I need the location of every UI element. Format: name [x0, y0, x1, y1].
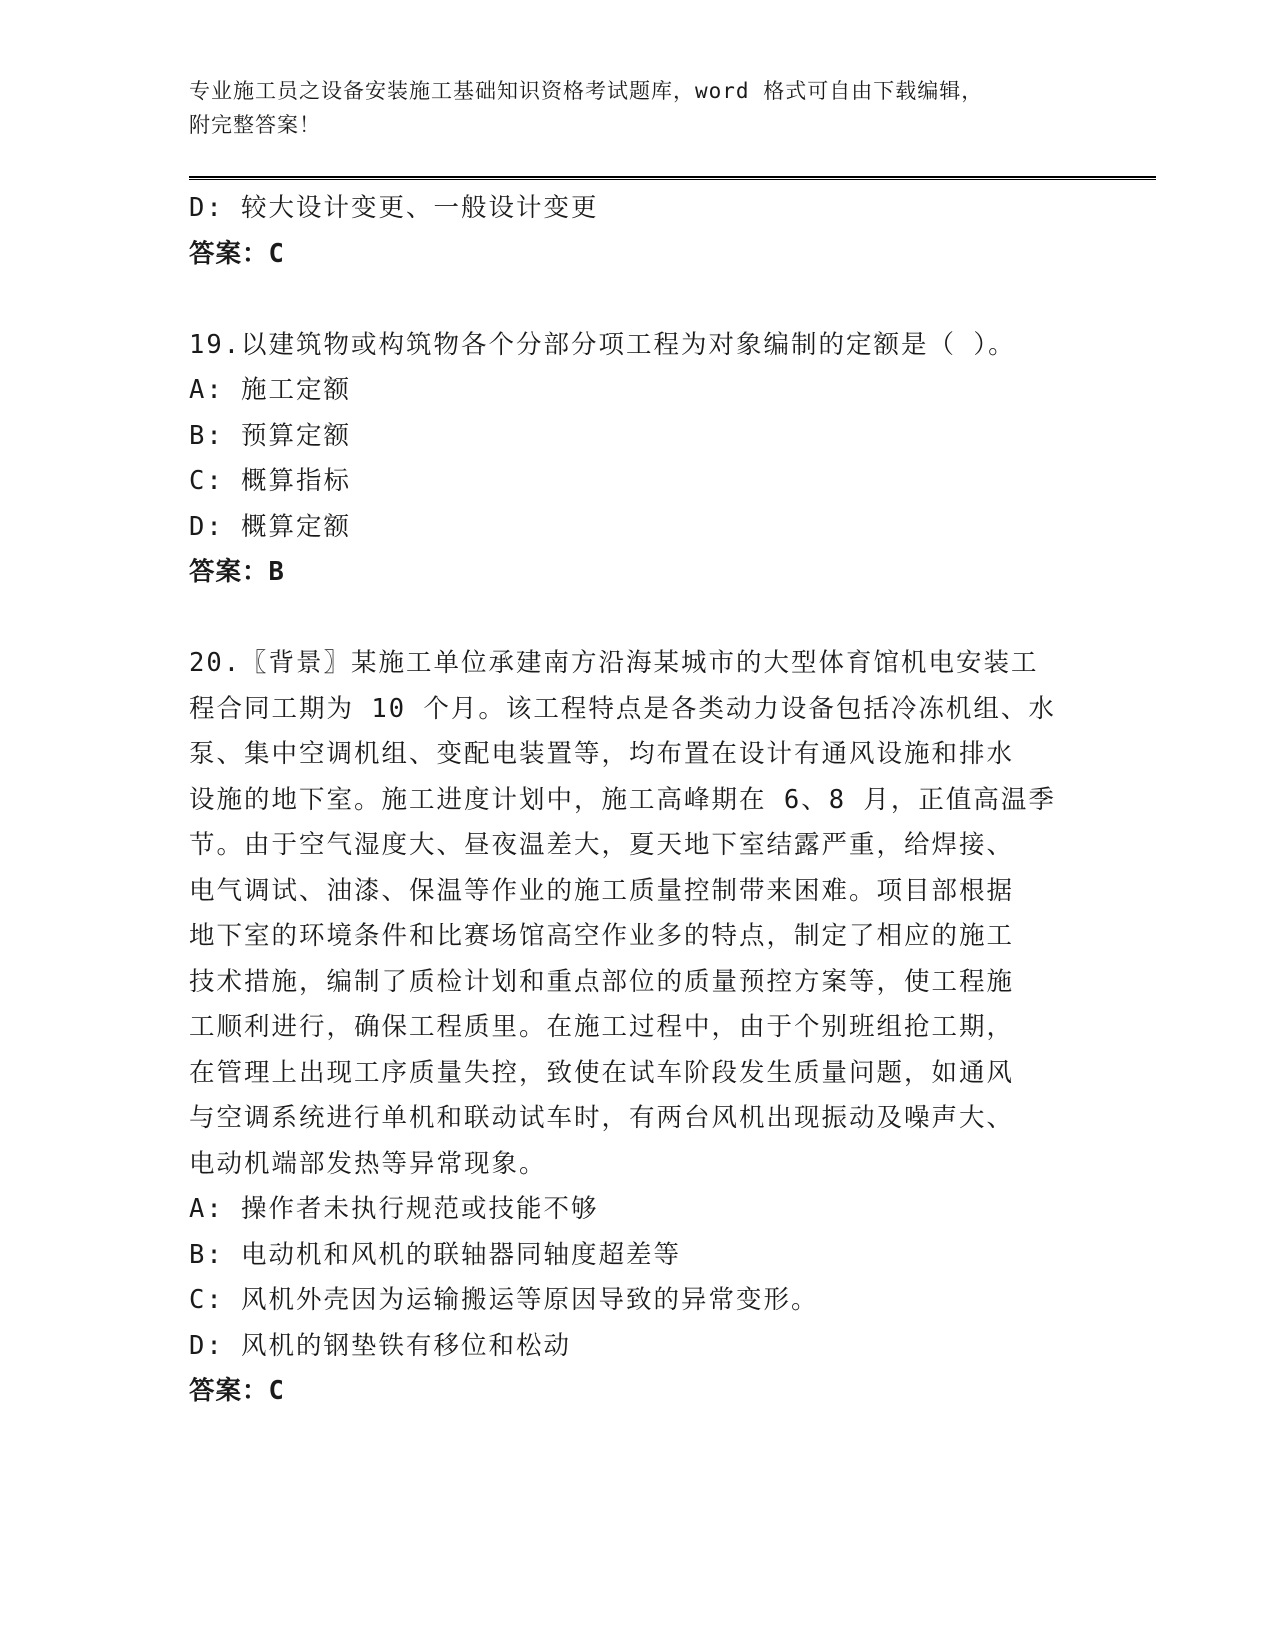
stem-line: 与空调系统进行单机和联动试车时，有两台风机出现振动及噪声大、: [189, 1103, 1015, 1133]
option-a: A: 操作者未执行规范或技能不够: [189, 1194, 599, 1224]
stem-line: 电动机端部发热等异常现象。: [189, 1148, 547, 1179]
stem-line: 20.〖背景〗某施工单位承建南方沿海某城市的大型体育馆机电安装工: [189, 648, 1039, 678]
document-header: [189, 74, 1069, 142]
stem-line: 设施的地下室。施工进度计划中，施工高峰期在 6、8 月，正值高温季: [189, 784, 1056, 815]
option-a: A: 施工定额: [189, 375, 352, 405]
question-19: [189, 323, 1089, 596]
option-d: D: 风机的钢垫铁有移位和松动: [189, 1330, 572, 1361]
stem-line: 电气调试、油漆、保温等作业的施工质量控制带来困难。项目部根据: [189, 875, 1015, 906]
answer-label: 答案：B: [189, 557, 285, 587]
question-20: [189, 641, 1089, 1415]
answer-label: 答案：C: [189, 238, 285, 269]
question-stem: [189, 641, 1089, 1187]
option-d: D: 较大设计变更、一般设计变更: [189, 193, 599, 223]
stem-line: 程合同工期为 10 个月。该工程特点是各类动力设备包括冷冻机组、水: [189, 693, 1056, 724]
question-18-tail: [189, 186, 1089, 277]
header-divider: [189, 176, 1156, 180]
option-b: B: 电动机和风机的联轴器同轴度超差等: [189, 1239, 682, 1270]
stem-line: 地下室的环境条件和比赛场馆高空作业多的特点，制定了相应的施工: [189, 921, 1015, 951]
spacer: [189, 277, 1089, 323]
header-line-1: 专业施工员之设备安装施工基础知识资格考试题库，word 格式可自由下载编辑，: [189, 79, 984, 103]
stem-line: 在管理上出现工序质量失控，致使在试车阶段发生质量问题，如通风: [189, 1057, 1015, 1088]
spacer: [189, 596, 1089, 642]
stem-line: 工顺利进行，确保工程质里。在施工过程中，由于个别班组抢工期，: [189, 1012, 1015, 1042]
question-stem: 19.以建筑物或构筑物各个分部分项工程为对象编制的定额是（ ）。: [189, 329, 1016, 360]
stem-line: 泵、集中空调机组、变配电装置等，均布置在设计有通风设施和排水: [189, 739, 1015, 769]
option-c: C: 概算指标: [189, 466, 352, 496]
stem-line: 节。由于空气湿度大、昼夜温差大，夏天地下室结露严重，给焊接、: [189, 830, 1015, 860]
option-c: C: 风机外壳因为运输搬运等原因导致的异常变形。: [189, 1285, 819, 1315]
option-b: B: 预算定额: [189, 420, 352, 451]
stem-line: 技术措施，编制了质检计划和重点部位的质量预控方案等，使工程施: [189, 966, 1015, 997]
answer-label: 答案：C: [189, 1376, 285, 1406]
option-d: D: 概算定额: [189, 511, 352, 542]
question-content: [189, 186, 1089, 1415]
header-line-2: 附完整答案！: [189, 113, 321, 137]
